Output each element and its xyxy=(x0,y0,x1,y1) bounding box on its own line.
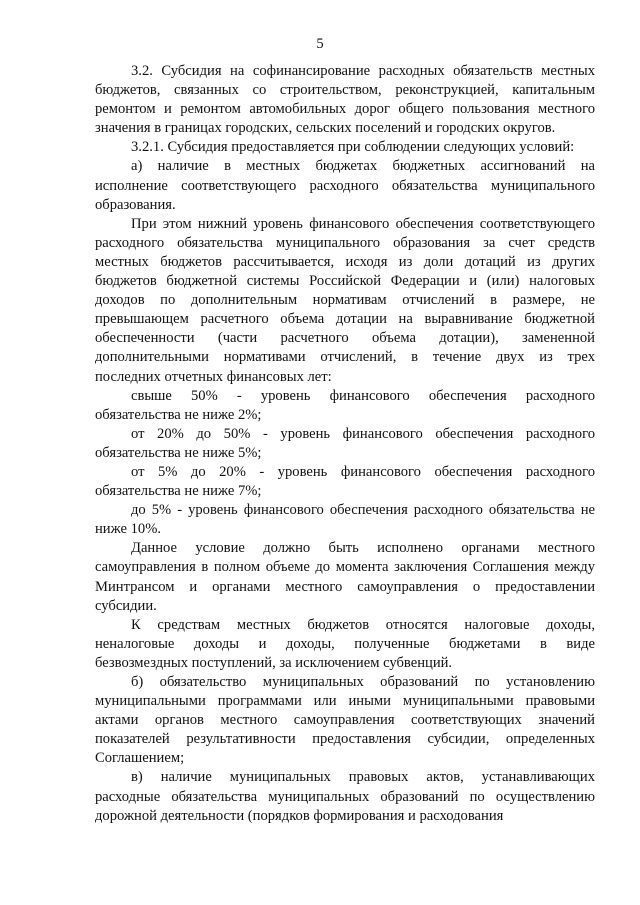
text-line: свыше 50% - уровень финансового обеспечения расходного xyxy=(131,387,595,404)
text-line: обязательства не ниже 5%; xyxy=(95,444,262,461)
text-line: расходного обязательства муниципального образования за счет средств xyxy=(95,234,595,251)
text-line: б) обязательство муниципальных образований по установлению xyxy=(131,674,595,690)
text-line: от 5% до 20% - уровень финансового обеспечения расходного xyxy=(131,463,595,480)
text-line: последних отчетных финансовых лет: xyxy=(95,368,332,385)
text-line: превышающем расчетного объема дотации на выравнивание бюджетной xyxy=(95,311,595,328)
text-line: от 20% до 50% - уровень финансового обеспечения расходного xyxy=(131,425,595,442)
text-line: а) наличие в местных бюджетах бюджетных ассигнований на xyxy=(131,158,595,175)
text-line: муниципальными программами или иными муниципальными правовыми xyxy=(95,693,595,710)
text-line: Соглашением; xyxy=(95,750,185,767)
paragraph-p-v xyxy=(95,768,595,825)
page-number: 5 xyxy=(316,36,324,52)
text-line: обязательства не ниже 2%; xyxy=(95,406,262,423)
text-line: в) наличие муниципальных правовых актов, устанавливающих xyxy=(131,769,595,786)
text-line: самоуправления в полном объеме до момента заключения Соглашения между xyxy=(95,559,595,576)
text-line: субсидии. xyxy=(95,597,157,614)
text-line: неналоговые доходы и доходы, полученные бюджетами в виде xyxy=(95,635,595,652)
text-line: дорожной деятельности (порядков формирования и расходования xyxy=(95,807,504,824)
paragraph-p-3-2 xyxy=(95,62,595,138)
paragraph-p-over-50 xyxy=(95,387,595,425)
text-line: 3.2.1. Субсидия предоставляется при соблюдении следующих условий: xyxy=(131,139,575,156)
text-line: значения в границах городских, сельских поселений и городских округов. xyxy=(95,120,556,137)
text-line: бюджетов, связанных со строительством, реконструкцией, капитальным xyxy=(95,82,595,99)
text-line: бюджетов бюджетной системы Российской Федерации и (или) налоговых xyxy=(95,273,595,290)
text-line: Данное условие должно быть исполнено органами местного xyxy=(131,540,595,557)
text-line: образования. xyxy=(95,196,176,213)
paragraph-p-a xyxy=(95,157,595,214)
text-line: При этом нижний уровень финансового обеспечения соответствующего xyxy=(131,215,595,232)
paragraph-p-b xyxy=(95,673,595,768)
paragraph-p-funds xyxy=(95,616,595,673)
text-line: дополнительными нормативами отчислений, в течение двух из трех xyxy=(95,349,595,366)
text-line: Минтрансом и органами местного самоуправления о предоставлении xyxy=(95,578,595,595)
text-line: безвозмездных поступлений, за исключением субвенций. xyxy=(95,654,453,671)
text-line: ремонтом и ремонтом автомобильных дорог общего пользования местного xyxy=(95,101,595,118)
text-line: 3.2. Субсидия на софинансирование расходных обязательств местных xyxy=(131,63,595,79)
text-line: доходов по дополнительным нормативам отчислений в размере, не xyxy=(95,292,595,309)
text-line: ниже 10%. xyxy=(95,521,162,538)
document-body xyxy=(95,62,595,826)
text-line: исполнение соответствующего расходного обязательства муниципального xyxy=(95,177,595,194)
text-line: показателей результативности предоставления субсидии, определенных xyxy=(95,731,595,748)
text-line: К средствам местных бюджетов относятся налоговые доходы, xyxy=(131,616,595,633)
text-line: обеспеченности (части расчетного объема дотации), замененной xyxy=(95,330,595,347)
paragraph-p-condition xyxy=(95,539,595,615)
text-line: до 5% - уровень финансового обеспечения расходного обязательства не xyxy=(131,502,595,519)
paragraph-p-20-50 xyxy=(95,425,595,463)
paragraph-p-under-5 xyxy=(95,501,595,539)
paragraph-p-5-20 xyxy=(95,463,595,501)
text-line: обязательства не ниже 7%; xyxy=(95,483,262,500)
paragraph-p-lower-level xyxy=(95,215,595,387)
text-line: расходные обязательства муниципальных образований по осуществлению xyxy=(95,788,595,805)
text-line: местных бюджетов рассчитывается, исходя из доли дотаций из других xyxy=(95,253,595,270)
paragraph-p-3-2-1 xyxy=(95,138,595,157)
text-line: актами органов местного самоуправления соответствующих значений xyxy=(95,712,595,729)
